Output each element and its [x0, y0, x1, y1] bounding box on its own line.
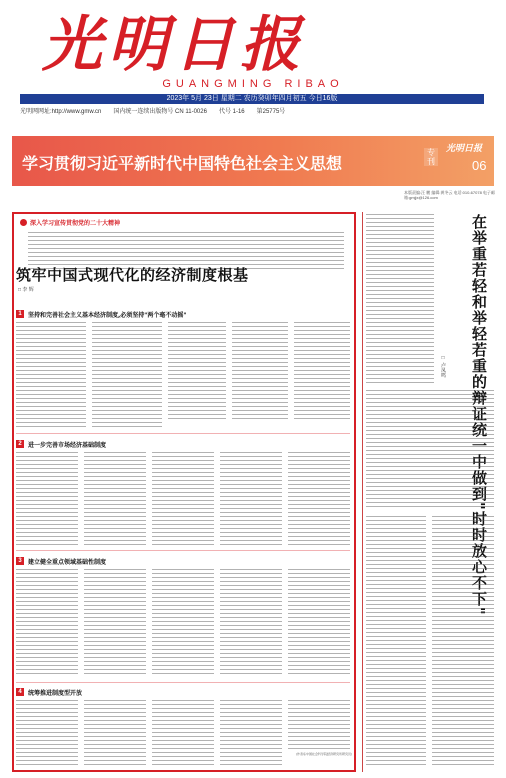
body-text-column: [288, 569, 350, 677]
body-text-column: [294, 322, 350, 422]
page-number: 06: [472, 158, 487, 173]
subhead-number: 2: [16, 440, 24, 448]
subhead-text: 统筹推进制度型开放: [28, 689, 83, 697]
body-text-column: [288, 700, 350, 750]
masthead-logo-text: 光明日报: [42, 10, 306, 80]
sidebar-text-column: [366, 516, 426, 766]
sidebar-text-column: [432, 516, 494, 766]
article-author: □ 李 辉: [18, 287, 34, 293]
body-text-column: [288, 452, 350, 546]
section-divider: [16, 433, 350, 434]
issue-info: 第25775号: [256, 109, 286, 115]
subhead-text: 进一步完善市场经济基础制度: [28, 441, 107, 449]
sidebar-author: □ 卢凤鸣: [440, 355, 446, 378]
website-info: 光明网网址:http://www.gmw.cn: [20, 109, 102, 115]
body-text-column: [16, 322, 86, 430]
masthead-logo: [42, 8, 462, 80]
subhead-3: [16, 556, 106, 566]
subhead-text: 坚持和完善社会主义基本经济制度,必须坚持"两个毫不动摇": [28, 311, 187, 319]
body-text-column: [152, 569, 214, 677]
banner-logo: 光明日报: [446, 144, 483, 154]
body-text-column: [92, 322, 162, 430]
sidebar-text-column: [366, 214, 434, 384]
subhead-number: 3: [16, 557, 24, 565]
section-label: [20, 218, 120, 227]
body-text-column: [168, 322, 226, 422]
masthead-pinyin: GUANGMING RIBAO: [162, 78, 344, 90]
subhead-text: 建立健全重点领域基础性制度: [28, 558, 107, 566]
issn-info: 国内统一连续出版物号 CN 11-0026: [113, 109, 207, 115]
subhead-2: [16, 439, 106, 449]
sidebar-title: 在举重若轻和举轻若重的辩证统一中做到"时时放心不下": [470, 214, 488, 616]
body-text-column: [220, 700, 282, 766]
sidebar-text-block: [366, 390, 494, 510]
section-label-text: 深入学习宣传贯彻党的二十大精神: [30, 220, 121, 227]
subhead-4: [16, 687, 82, 697]
body-text-column: [16, 569, 78, 677]
sidebar-divider: [362, 212, 363, 772]
body-text-column: [152, 452, 214, 546]
section-divider: [16, 550, 350, 551]
publication-info: [20, 107, 484, 117]
section-divider: [16, 682, 350, 683]
body-text-column: [220, 452, 282, 546]
body-text-column: [84, 452, 146, 546]
banner-title: 学习贯彻习近平新时代中国特色社会主义思想: [22, 154, 343, 173]
subhead-number: 4: [16, 688, 24, 696]
body-text-column: [16, 700, 78, 766]
section-bullet-icon: [20, 219, 27, 226]
body-text-column: [232, 322, 288, 422]
subhead-number: 1: [16, 310, 24, 318]
banner-tag: 专刊: [424, 148, 438, 166]
article-title: 筑牢中国式现代化的经济制度根基: [16, 266, 249, 284]
dateline-bar: 2023年 5月 23日 星期二 农历癸卯年四月初五 今日16版: [20, 94, 484, 104]
body-text-column: [152, 700, 214, 766]
body-text-column: [84, 569, 146, 677]
author-note: (作者系中国社会科学院经济研究所研究员): [296, 752, 352, 756]
body-text-column: [16, 452, 78, 546]
body-text-column: [84, 700, 146, 766]
subhead-1: [16, 309, 187, 319]
body-text-column: [220, 569, 282, 677]
code-info: 代号 1-16: [218, 109, 245, 115]
editor-contact: 本版责编:汪 鹏 编辑:黄冬云 电话:010-67078 电子邮箱:gmjjx@126.com: [404, 190, 495, 200]
